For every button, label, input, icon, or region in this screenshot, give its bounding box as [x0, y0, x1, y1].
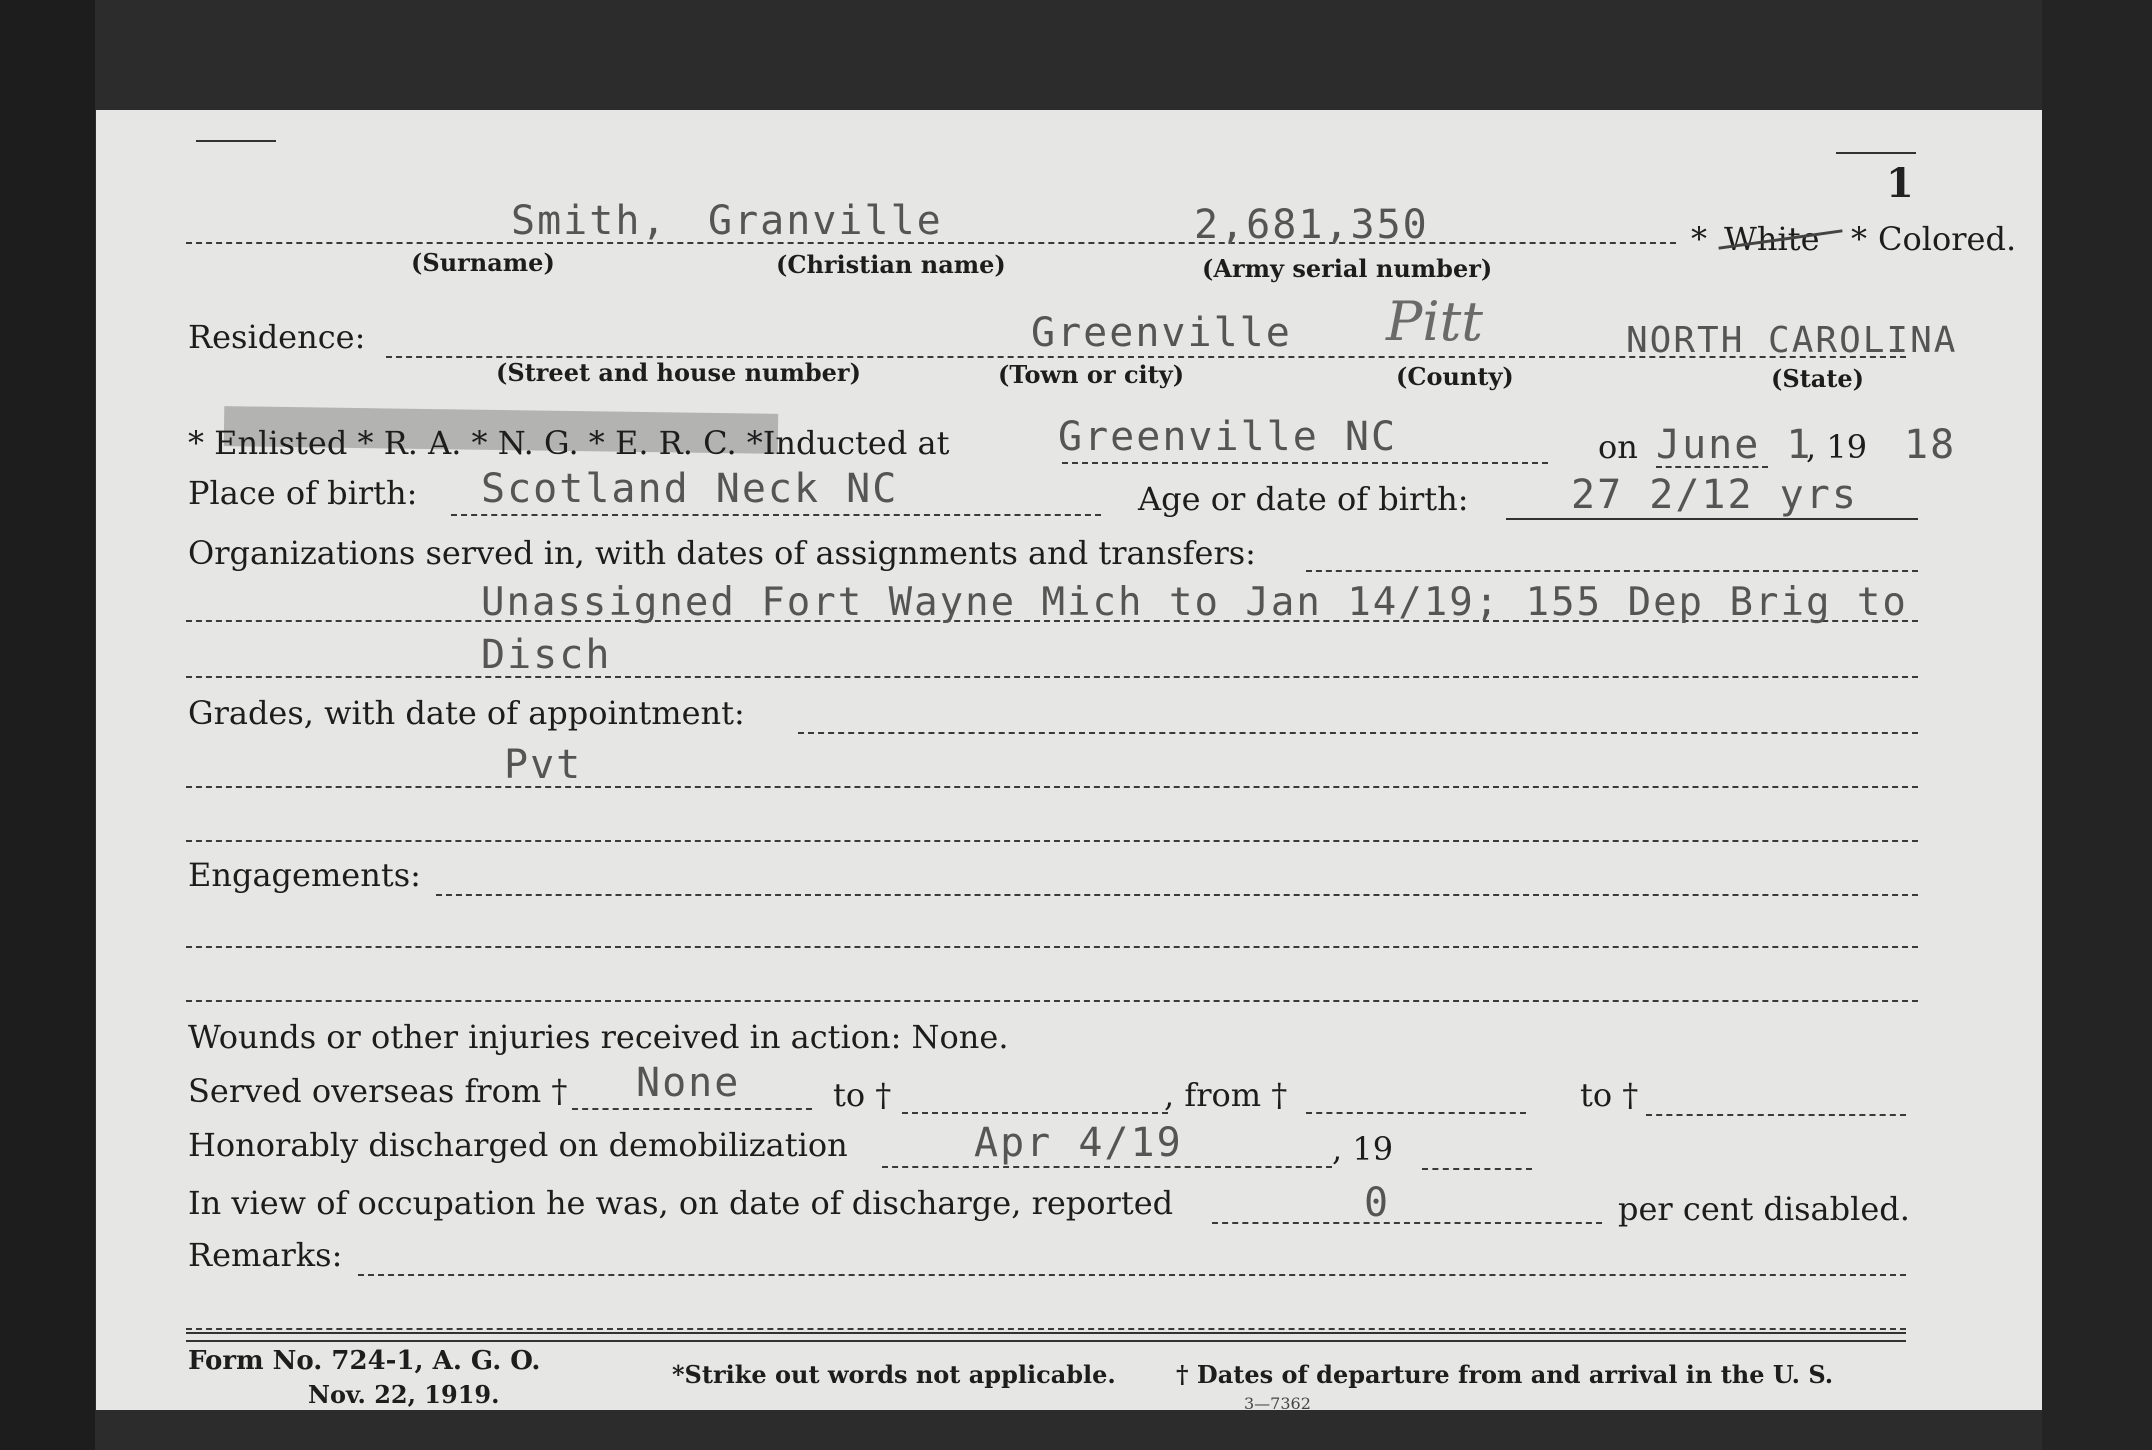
footer-rule-2: [186, 1340, 1906, 1342]
card-number: 1: [1886, 160, 1914, 207]
organizations-label: Organizations served in, with dates of assignments and transfers:: [188, 534, 1256, 572]
inducted-year-prefix: , 19: [1806, 428, 1868, 466]
inducted-line: [1062, 462, 1548, 464]
remarks-label: Remarks:: [188, 1236, 343, 1274]
grades-line-1: [186, 786, 1918, 788]
christian-name-caption: (Christian name): [776, 250, 1006, 279]
enlistment-type-line: * Enlisted * R. A. * N. G. * E. R. C. *Inducted at: [188, 424, 950, 462]
discharge-line: [882, 1166, 1332, 1168]
county-caption: (County): [1396, 362, 1514, 391]
form-date: Nov. 22, 1919.: [308, 1380, 500, 1409]
serial-number-caption: (Army serial number): [1202, 254, 1493, 283]
disability-label: In view of occupation he was, on date of discharge, reported: [188, 1184, 1174, 1222]
engagements-line-2: [186, 1000, 1918, 1002]
grades-value: Pvt: [504, 742, 583, 788]
age-line: [1506, 518, 1918, 520]
overseas-from-value: None: [636, 1060, 741, 1106]
remarks-line-2: [186, 1328, 1906, 1330]
overseas-to2-label: to †: [1580, 1076, 1639, 1114]
town-caption: (Town or city): [998, 360, 1185, 389]
departure-dates-note: † Dates of departure from and arrival in the U. S.: [1176, 1360, 1834, 1389]
overseas-to-label: to †: [833, 1076, 892, 1114]
place-of-birth-line: [451, 514, 1101, 516]
organizations-line-2: [186, 676, 1918, 678]
scanner-background-left: [0, 0, 95, 1450]
discharge-label: Honorably discharged on demobilization: [188, 1126, 848, 1164]
overseas-from2-line: [1306, 1112, 1526, 1114]
organizations-value-line-2: Disch: [481, 632, 612, 678]
overseas-label: Served overseas from †: [188, 1072, 568, 1110]
overseas-from-line: [572, 1108, 812, 1110]
top-left-rule: [196, 140, 276, 142]
organizations-value-line-1: Unassigned Fort Wayne Mich to Jan 14/19; 155 Dep Brig to: [481, 580, 1908, 625]
discharge-year-line: [1422, 1168, 1532, 1170]
serial-number-value: 2,681,350: [1194, 202, 1429, 248]
place-of-birth-label: Place of birth:: [188, 474, 418, 512]
discharge-value: Apr 4/19: [974, 1120, 1183, 1166]
disability-value: 0: [1364, 1180, 1391, 1226]
race-star-1: *: [1691, 220, 1707, 258]
form-number: Form No. 724-1, A. G. O.: [188, 1346, 541, 1376]
residence-town-value: Greenville: [1031, 310, 1292, 356]
inducted-date-value: June 1: [1656, 422, 1813, 468]
race-colored: Colored.: [1878, 220, 2017, 258]
grades-label-line: [798, 732, 1918, 734]
race-white: White: [1724, 220, 1820, 258]
race-star-2: *: [1851, 220, 1867, 258]
discharge-year-prefix: , 19: [1332, 1130, 1394, 1168]
surname-value: Smith,: [511, 198, 668, 244]
overseas-to-line: [902, 1112, 1168, 1114]
inducted-year-value: 18: [1904, 422, 1957, 468]
residence-state-value: NORTH CAROLINA: [1626, 320, 1958, 361]
wounds-label: Wounds or other injuries received in action: None.: [188, 1018, 1009, 1056]
footer-rule-1: [186, 1332, 1906, 1334]
engagements-line-1: [186, 946, 1918, 948]
inducted-on-label: on: [1598, 428, 1638, 466]
inducted-place-value: Greenville NC: [1058, 414, 1398, 460]
residence-county-value: Pitt: [1386, 290, 1484, 353]
residence-label: Residence:: [188, 318, 366, 356]
top-right-rule: [1836, 152, 1916, 154]
street-caption: (Street and house number): [496, 358, 861, 387]
scanner-background-right: [2042, 0, 2152, 1450]
printer-code: 3—7362: [1244, 1394, 1311, 1410]
service-record-card: [96, 110, 2042, 1410]
place-of-birth-value: Scotland Neck NC: [481, 466, 899, 512]
christian-name-value: Granville: [708, 198, 943, 244]
grades-line-2: [186, 840, 1918, 842]
overseas-to2-line: [1646, 1114, 1906, 1116]
strike-out-note: *Strike out words not applicable.: [672, 1360, 1116, 1389]
remarks-line: [358, 1274, 1906, 1276]
engagements-label-line: [436, 894, 1918, 896]
grades-label: Grades, with date of appointment:: [188, 694, 745, 732]
state-caption: (State): [1771, 364, 1865, 393]
age-label: Age or date of birth:: [1138, 480, 1469, 518]
disability-line: [1212, 1222, 1602, 1224]
age-value: 27 2/12 yrs: [1571, 472, 1858, 518]
overseas-from2-label: , from †: [1164, 1076, 1288, 1114]
engagements-label: Engagements:: [188, 856, 421, 894]
disability-suffix: per cent disabled.: [1618, 1190, 1910, 1228]
surname-caption: (Surname): [411, 248, 555, 277]
organizations-label-line: [1306, 570, 1918, 572]
